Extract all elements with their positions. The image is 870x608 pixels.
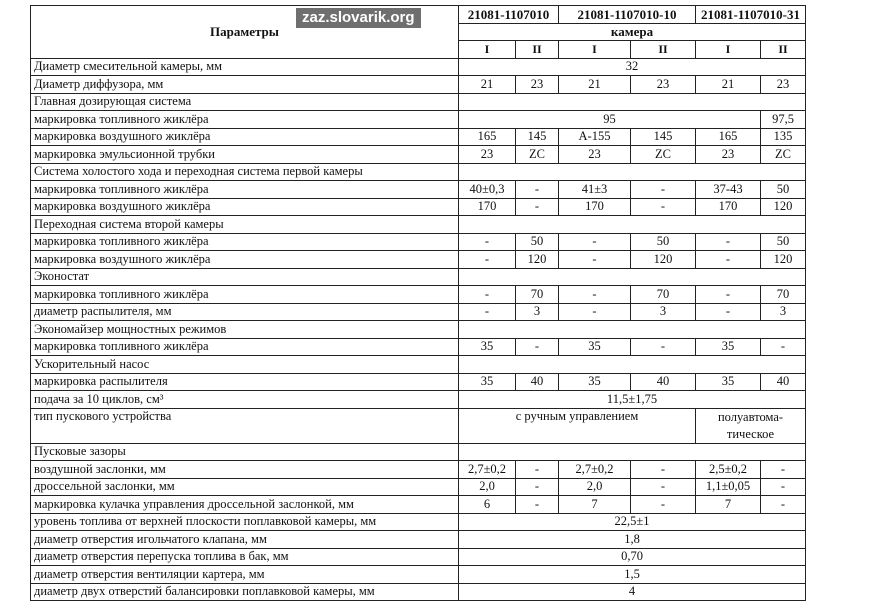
value-cell: 22,5±1 [459, 513, 806, 531]
chamber-header: I [459, 41, 516, 59]
value-cell: 23 [696, 146, 761, 164]
value-cell: 170 [559, 198, 631, 216]
value-cell: 21 [559, 76, 631, 94]
param-label: маркировка топливного жиклёра [31, 233, 459, 251]
value-cell: - [696, 303, 761, 321]
value-cell: 3 [516, 303, 559, 321]
value-cell: - [516, 496, 559, 514]
value-cell: 3 [761, 303, 806, 321]
table-row [31, 513, 806, 531]
value-cell: 70 [516, 286, 559, 304]
value-cell: 21 [696, 76, 761, 94]
param-label: Диаметр смесительной камеры, мм [31, 58, 459, 76]
value-cell: ZC [516, 146, 559, 164]
param-label: маркировка топливного жиклёра [31, 111, 459, 129]
value-cell: - [631, 496, 696, 514]
param-label: уровень топлива от верхней плоскости поплавковой камеры, мм [31, 513, 459, 531]
param-label: диаметр двух отверстий балансировки поплавковой камеры, мм [31, 583, 459, 601]
param-label: диаметр отверстия перепуска топлива в бак, мм [31, 548, 459, 566]
value-cell: 70 [761, 286, 806, 304]
section-row [31, 321, 806, 339]
value-cell [696, 408, 806, 443]
value-cell: 7 [559, 496, 631, 514]
chamber-header: I [696, 41, 761, 59]
table-row [31, 478, 806, 496]
value-cell: А-155 [559, 128, 631, 146]
value-cell: 170 [459, 198, 516, 216]
section-label: Эконостат [31, 268, 459, 286]
value-cell: - [459, 303, 516, 321]
table-row [31, 303, 806, 321]
value-cell: 7 [696, 496, 761, 514]
value-cell: 97,5 [761, 111, 806, 129]
value-cell: 35 [696, 338, 761, 356]
chamber-header: II [631, 41, 696, 59]
value-cell: - [631, 478, 696, 496]
table-row [31, 338, 806, 356]
value-cell: 4 [459, 583, 806, 601]
param-label: диаметр отверстия игольчатого клапана, мм [31, 531, 459, 549]
section-label: Ускорительный насос [31, 356, 459, 374]
value-cell: - [631, 198, 696, 216]
value-cell: - [559, 251, 631, 269]
value-cell: 2,0 [459, 478, 516, 496]
param-label: маркировка эмульсионной трубки [31, 146, 459, 164]
value-cell: 35 [559, 338, 631, 356]
param-label: дроссельной заслонки, мм [31, 478, 459, 496]
model-header-1: 21081-1107010 [459, 6, 559, 24]
param-label: Диаметр диффузора, мм [31, 76, 459, 94]
value-cell: 0,70 [459, 548, 806, 566]
spec-table-container [30, 5, 806, 601]
value-cell: 23 [459, 146, 516, 164]
table-row [31, 251, 806, 269]
value-cell: 120 [761, 251, 806, 269]
value-cell: - [459, 286, 516, 304]
value-cell: 37-43 [696, 181, 761, 199]
table-row [31, 146, 806, 164]
section-row [31, 443, 806, 461]
camera-header: камера [459, 23, 806, 41]
value-cell: 50 [631, 233, 696, 251]
value-cell: 40 [631, 373, 696, 391]
table-row [31, 198, 806, 216]
empty-cell [459, 321, 806, 339]
value-cell: 23 [516, 76, 559, 94]
section-row [31, 356, 806, 374]
param-label: маркировка воздушного жиклёра [31, 128, 459, 146]
value-cell: 21 [459, 76, 516, 94]
value-cell: 1,5 [459, 566, 806, 584]
value-cell: 135 [761, 128, 806, 146]
param-label: маркировка воздушного жиклёра [31, 251, 459, 269]
value-cell: 120 [761, 198, 806, 216]
section-label: Главная дозирующая система [31, 93, 459, 111]
value-cell: 40 [516, 373, 559, 391]
value-cell: - [696, 251, 761, 269]
empty-cell [459, 268, 806, 286]
value-cell: 23 [761, 76, 806, 94]
value-cell: 50 [761, 233, 806, 251]
table-row [31, 531, 806, 549]
value-cell: - [761, 338, 806, 356]
value-cell: 70 [631, 286, 696, 304]
empty-cell [459, 163, 806, 181]
spec-table-body [31, 58, 806, 601]
value-cell: - [696, 233, 761, 251]
value-cell: - [559, 286, 631, 304]
empty-cell [459, 356, 806, 374]
value-cell: 2,5±0,2 [696, 461, 761, 479]
table-row [31, 76, 806, 94]
value-cell: - [516, 338, 559, 356]
empty-cell [459, 93, 806, 111]
value-cell: 23 [559, 146, 631, 164]
section-row [31, 268, 806, 286]
table-row [31, 566, 806, 584]
value-cell: 2,7±0,2 [459, 461, 516, 479]
table-row [31, 461, 806, 479]
value-cell: - [516, 198, 559, 216]
value-line: полуавтома- [717, 409, 784, 424]
param-label: диаметр распылителя, мм [31, 303, 459, 321]
table-row [31, 58, 806, 76]
value-cell: - [761, 461, 806, 479]
value-cell: 35 [696, 373, 761, 391]
value-cell: - [516, 461, 559, 479]
table-row [31, 111, 806, 129]
value-cell: - [559, 303, 631, 321]
empty-cell [459, 216, 806, 234]
model-header-3: 21081-1107010-31 [696, 6, 806, 24]
value-cell: ZC [631, 146, 696, 164]
value-line: тическое [726, 426, 775, 441]
value-cell: - [761, 496, 806, 514]
section-label: Переходная система второй камеры [31, 216, 459, 234]
value-cell: 41±3 [559, 181, 631, 199]
value-cell: 40 [761, 373, 806, 391]
table-row [31, 496, 806, 514]
value-cell: 165 [696, 128, 761, 146]
value-cell: - [761, 478, 806, 496]
value-cell: - [631, 461, 696, 479]
param-label: подача за 10 циклов, см³ [31, 391, 459, 409]
chamber-header: I [559, 41, 631, 59]
table-row [31, 128, 806, 146]
param-label: диаметр отверстия вентиляции картера, мм [31, 566, 459, 584]
value-cell: 145 [516, 128, 559, 146]
value-cell: 165 [459, 128, 516, 146]
table-row [31, 233, 806, 251]
value-cell: 120 [516, 251, 559, 269]
section-label: Пусковые зазоры [31, 443, 459, 461]
carburetor-spec-table [30, 5, 806, 601]
value-cell: 23 [631, 76, 696, 94]
param-label: маркировка кулачка управления дроссельной заслонкой, мм [31, 496, 459, 514]
value-cell: - [516, 478, 559, 496]
value-cell: 40±0,3 [459, 181, 516, 199]
value-cell: 6 [459, 496, 516, 514]
value-cell: - [631, 181, 696, 199]
param-label: маркировка распылителя [31, 373, 459, 391]
value-cell: с ручным управлением [459, 408, 696, 443]
section-label: Система холостого хода и переходная система первой камеры [31, 163, 459, 181]
section-row [31, 216, 806, 234]
value-cell: 1,1±0,05 [696, 478, 761, 496]
param-label: маркировка воздушного жиклёра [31, 198, 459, 216]
model-header-2: 21081-1107010-10 [559, 6, 696, 24]
value-cell: 35 [459, 338, 516, 356]
value-cell: 170 [696, 198, 761, 216]
param-label: тип пускового устройства [31, 408, 459, 443]
value-cell: - [559, 233, 631, 251]
chamber-header: II [761, 41, 806, 59]
table-row [31, 373, 806, 391]
empty-cell [459, 443, 806, 461]
value-cell: 2,7±0,2 [559, 461, 631, 479]
value-cell: 50 [516, 233, 559, 251]
value-cell: - [459, 251, 516, 269]
value-cell: ZC [761, 146, 806, 164]
table-row [31, 408, 806, 443]
value-cell: 2,0 [559, 478, 631, 496]
table-row [31, 181, 806, 199]
value-cell: - [631, 338, 696, 356]
table-row [31, 583, 806, 601]
value-cell: 50 [761, 181, 806, 199]
watermark: zaz.slovarik.org [296, 8, 421, 28]
value-cell: 35 [459, 373, 516, 391]
value-cell: 145 [631, 128, 696, 146]
value-cell: - [696, 286, 761, 304]
chamber-header: II [516, 41, 559, 59]
value-cell: 11,5±1,75 [459, 391, 806, 409]
section-row [31, 163, 806, 181]
param-label: маркировка топливного жиклёра [31, 181, 459, 199]
value-cell: - [516, 181, 559, 199]
value-cell: 32 [459, 58, 806, 76]
value-cell: 3 [631, 303, 696, 321]
section-label: Экономайзер мощностных режимов [31, 321, 459, 339]
section-row [31, 93, 806, 111]
param-label: маркировка топливного жиклёра [31, 338, 459, 356]
value-cell: 35 [559, 373, 631, 391]
value-cell: 120 [631, 251, 696, 269]
table-row [31, 548, 806, 566]
table-row [31, 391, 806, 409]
value-cell: 95 [459, 111, 761, 129]
value-cell: - [459, 233, 516, 251]
value-cell: 1,8 [459, 531, 806, 549]
param-label: маркировка топливного жиклёра [31, 286, 459, 304]
table-row [31, 286, 806, 304]
param-label: воздушной заслонки, мм [31, 461, 459, 479]
params-header: Параметры [31, 6, 459, 59]
